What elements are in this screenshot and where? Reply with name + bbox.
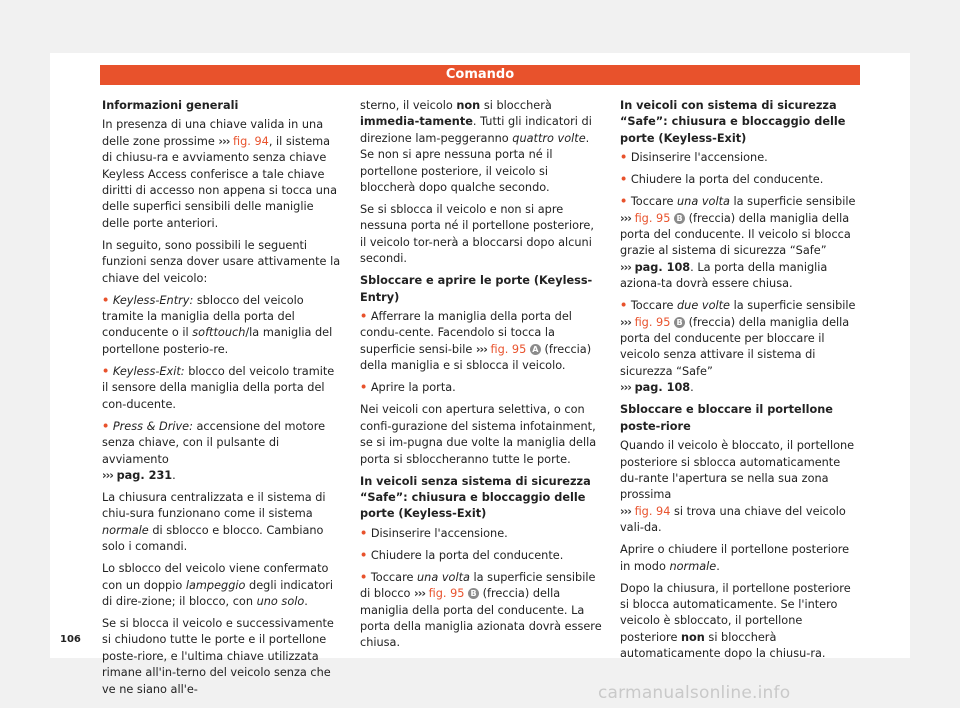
text: si trova una chiave del veicolo vali-da.: [620, 504, 846, 535]
list-item: [360, 526, 602, 542]
term: una volta: [677, 195, 730, 209]
bullet-icon: •: [102, 293, 110, 307]
page-number: 106: [60, 634, 81, 645]
arrow-icon: ›››: [620, 315, 631, 329]
column-1: [102, 98, 342, 704]
text: di sblocco e blocco. Cambiano solo i comandi.: [102, 523, 324, 554]
paragraph: Nei veicoli con apertura selettiva, o con confi-gurazione del sistema infotainment, se si im-pugna due volte la maniglia della porta si sbloccheranno tutte le porte.: [360, 403, 597, 466]
text: Toccare: [630, 299, 678, 313]
text: Toccare: [370, 570, 418, 584]
text: (freccia) della maniglia della porta del conducente. La porta della maniglia azionata dovrà essere chiusa.: [360, 587, 602, 650]
text: degli indicatori di dire-zione; il blocco, con: [102, 578, 334, 608]
text: , il sistema di chiusu-ra e avviamento senza chiave Keyless Access conferisce a tale chiave diritti di accesso non appena si tocca una delle superfici sensibili delle maniglie delle porte anteriori.: [102, 134, 337, 230]
list-item: [620, 150, 860, 166]
paragraph: [620, 581, 860, 663]
text: accensione del motore senza chiave, con il pulsante di avviamento: [102, 419, 326, 466]
list-item: [360, 548, 602, 564]
text: sterno, il veicolo: [360, 99, 457, 112]
text: Dopo la chiusura, il portellone posteriore si blocca automaticamente. Se l'intero veicolo è sbloccato, il portellone posteriore: [620, 581, 851, 644]
paragraph: Se si sblocca il veicolo e non si apre nessuna porta né il portellone posteriore, il veicolo tor-nerà a bloccarsi dopo alcuni secondi.: [360, 203, 594, 266]
text: la superficie sensibile di blocco: [360, 570, 596, 601]
paragraph: [620, 438, 860, 536]
bullet-icon: •: [360, 526, 368, 540]
term: normale: [102, 523, 149, 537]
text: Lo sblocco del veicolo viene confermato con un doppio: [102, 562, 329, 592]
arrow-icon: ›››: [102, 468, 113, 482]
list-item: [102, 364, 342, 413]
bullet-icon: •: [102, 364, 110, 378]
bullet-icon: •: [620, 151, 628, 165]
bullet-icon: •: [360, 381, 368, 395]
text: (freccia) della maniglia della porta del conducente per bloccare il veicolo senza attivare il sistema di sicurezza “Safe”: [620, 315, 850, 378]
figure-link[interactable]: fig. 95: [428, 587, 465, 601]
arrow-icon: ›››: [620, 211, 631, 225]
arrow-icon: ›››: [620, 381, 631, 395]
text: Afferrare la maniglia della porta del condu-cente. Facendolo si tocca la superficie sensi-bile: [360, 310, 572, 356]
emphasis: immedia-tamente: [360, 115, 473, 129]
heading-with-safe: In veicoli con sistema di sicurezza “Safe”: chiusura e bloccaggio delle porte (Keyless-Exit): [620, 99, 846, 145]
bullet-icon: •: [102, 419, 110, 433]
paragraph: Se si blocca il veicolo e successivamente si chiudono tutte le porte e il portellone poste-riore, e l'ultima chiave utilizzata rimane all'in-terno del veicolo senza che ve ne siano all'e-: [102, 616, 334, 696]
term: Press & Drive:: [112, 419, 193, 433]
term: una volta: [417, 570, 470, 584]
emphasis: non: [680, 630, 705, 644]
text: . Tutti gli indicatori di direzione lam-peggeranno: [360, 115, 592, 145]
term: normale: [669, 559, 717, 573]
figure-link[interactable]: fig. 94: [232, 134, 269, 148]
emphasis: non: [456, 99, 481, 112]
term: softtouch: [192, 326, 246, 340]
paragraph: [360, 98, 602, 196]
paragraph: [102, 490, 342, 556]
callout-b-icon: B: [468, 588, 479, 599]
text: sblocco del veicolo tramite la maniglia della porta del conducente o il: [102, 293, 304, 340]
page-link[interactable]: pag. 108: [634, 260, 691, 274]
text: (freccia) della maniglia della porta del conducente. Il veicolo si blocca grazie al sistema di sicurezza “Safe”: [620, 211, 851, 258]
list-item: [360, 570, 602, 652]
bullet-icon: •: [360, 548, 368, 562]
page-link[interactable]: pag. 108: [634, 381, 691, 395]
list-item: [620, 298, 860, 396]
text: si bloccherà: [480, 99, 552, 112]
bullet-icon: •: [360, 310, 368, 324]
list-item: [620, 194, 860, 292]
list-item: [360, 309, 602, 375]
text: la superficie sensibile: [730, 299, 856, 313]
heading-no-safe: In veicoli senza sistema di sicurezza “Safe”: chiusura e bloccaggio delle porte (Keyless-Exit): [360, 474, 591, 521]
list-item: [102, 293, 342, 359]
text: .: [716, 559, 720, 573]
bullet-icon: •: [620, 299, 628, 313]
text: Quando il veicolo è bloccato, il portellone posteriore si sblocca automaticamente du-rante l'apertura se nella sua zona prossima: [620, 439, 855, 502]
term: lampeggio: [185, 578, 246, 592]
bullet-icon: •: [620, 173, 628, 187]
section-header: Comando: [100, 65, 860, 85]
text: .: [304, 594, 308, 608]
arrow-icon: ›››: [620, 504, 631, 518]
figure-link[interactable]: fig. 95: [634, 211, 671, 225]
figure-link[interactable]: fig. 95: [490, 342, 527, 356]
term: Keyless-Entry:: [112, 293, 194, 307]
list-item: [360, 380, 602, 396]
heading-general-info: Informazioni generali: [102, 99, 239, 112]
term: quattro volte: [512, 131, 586, 145]
arrow-icon: ›››: [218, 134, 230, 148]
term: uno solo: [256, 594, 305, 608]
page-link[interactable]: pag. 231: [116, 468, 173, 482]
text: Aprire la porta.: [370, 381, 456, 395]
arrow-icon: ›››: [620, 260, 631, 274]
text: blocco del veicolo tramite il sensore della maniglia della porta del con-ducente.: [102, 364, 335, 411]
figure-link[interactable]: fig. 95: [634, 315, 671, 329]
text: Aprire o chiudere il portellone posteriore in modo: [620, 543, 850, 573]
column-2: [360, 98, 602, 657]
paragraph: [102, 117, 342, 232]
watermark: carmanualsonline.info: [598, 683, 791, 703]
text: (freccia) della maniglia e si sblocca il veicolo.: [360, 342, 592, 373]
arrow-icon: ›››: [414, 587, 426, 601]
text: Disinserire l'accensione.: [370, 526, 508, 540]
text: si bloccherà automaticamente dopo la chiusu-ra.: [620, 630, 826, 661]
text: /la maniglia del portellone posterio-re.: [102, 326, 333, 356]
text: la superficie sensibile: [729, 195, 856, 209]
text: . Se non si apre nessuna porta né il portellone posteriore, il veicolo si bloccherà dopo qualche secondo.: [360, 131, 590, 195]
list-item: [620, 172, 860, 188]
text: Chiudere la porta del conducente.: [370, 548, 564, 562]
callout-a-icon: A: [530, 344, 541, 355]
term: Keyless-Exit:: [112, 364, 185, 378]
paragraph: [102, 561, 342, 610]
callout-b-icon: B: [674, 317, 685, 328]
heading-tailgate: Sbloccare e bloccare il portellone poste-riore: [620, 403, 833, 433]
paragraph: [620, 542, 860, 575]
text: La chiusura centralizzata e il sistema di chiu-sura funzionano come il sistema: [102, 490, 326, 521]
column-3: [620, 98, 860, 668]
text: Chiudere la porta del conducente.: [630, 173, 824, 187]
paragraph: In seguito, sono possibili le seguenti funzioni senza dover usare attivamente la chiave del veicolo:: [102, 238, 341, 285]
bullet-icon: •: [360, 570, 368, 584]
text: In presenza di una chiave valida in una delle zone prossime: [102, 118, 324, 148]
text: Toccare: [630, 195, 678, 209]
bullet-icon: •: [620, 195, 628, 209]
heading-unlock-doors: Sbloccare e aprire le porte (Keyless-Entry): [360, 274, 593, 304]
callout-b-icon: B: [674, 213, 685, 224]
text: Disinserire l'accensione.: [630, 151, 768, 165]
arrow-icon: ›››: [475, 342, 487, 356]
list-item: • Press & Drive: accensione del motore senza chiave, con il pulsante di avviamento ››› pag. 231.: [102, 419, 326, 482]
term: due volte: [677, 299, 731, 313]
text: .: [690, 381, 694, 395]
text: . La porta della maniglia aziona-ta dovrà essere chiusa.: [620, 260, 828, 291]
figure-link[interactable]: fig. 94: [634, 504, 671, 518]
